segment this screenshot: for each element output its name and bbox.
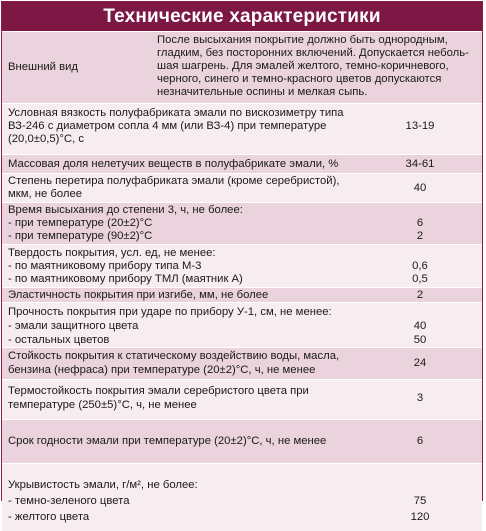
- appearance-line: После высыхания покрытие должно быть однородным,: [157, 34, 448, 46]
- spec-line: Стойкость покрытия к статическому воздействию воды, масла,: [8, 350, 340, 362]
- spec-line: Условная вязкость полуфабриката эмали по вискозиметру типа: [8, 107, 344, 119]
- spec-value: [358, 392, 482, 405]
- spec-label: [8, 350, 358, 378]
- spec-value-line: 13-19: [405, 120, 435, 132]
- spec-line: Время высыхания до степени 3, ч, не более:: [8, 204, 243, 216]
- spec-label: [8, 107, 358, 146]
- spec-value-line: 0,5: [412, 273, 428, 285]
- spec-line: Термостойкость покрытия эмали серебристого цвета при: [8, 385, 309, 397]
- spec-label: [8, 385, 358, 413]
- spec-line: бензина (нефраса) при температуре (20±2)°С, ч, не менее: [8, 364, 316, 376]
- spec-row-nonvolatile: [2, 154, 482, 173]
- spec-line: - по маятниковому прибору типа М-3: [8, 260, 202, 272]
- spec-row-shelf-life: [2, 419, 482, 463]
- appearance-line: незначительные оспины и мелкая сыпь.: [157, 86, 368, 98]
- spec-value-line: [358, 479, 482, 495]
- spec-value-line: 40: [413, 182, 427, 194]
- spec-line: (20,0±0,5)°С, с: [8, 133, 85, 145]
- appearance-line: гладким, без посторонних включений. Допускается неболь-: [157, 47, 469, 59]
- spec-line: - желтого цвета: [8, 511, 90, 523]
- spec-label: [8, 306, 358, 348]
- spec-value: [358, 107, 482, 146]
- spec-value: [358, 289, 482, 302]
- spec-line: - эмали защитного цвета: [8, 320, 139, 332]
- appearance-label: Внешний вид: [8, 61, 79, 73]
- spec-row-heat: [2, 379, 482, 419]
- spec-value-line: 0,6: [412, 260, 428, 272]
- spec-value-line: 6: [416, 435, 424, 447]
- page-title: Технические характеристики: [103, 5, 381, 27]
- appearance-description: [157, 34, 479, 99]
- spec-row-resistance: [2, 347, 482, 379]
- spec-value-line: 3: [416, 392, 424, 404]
- spec-line: Степень перетира полуфабриката эмали (кроме серебристой),: [8, 175, 340, 187]
- spec-label: [8, 158, 358, 171]
- spec-value-line: 50: [413, 334, 427, 346]
- spec-line: Прочность покрытия при ударе по прибору У-1, см, не менее:: [8, 306, 332, 318]
- spec-value-line: [358, 107, 482, 120]
- spec-value-line: 2: [416, 230, 424, 242]
- spec-label: [8, 247, 358, 286]
- spec-value: [358, 158, 482, 171]
- spec-line: - темно-зеленого цвета: [8, 495, 130, 507]
- spec-line: - по маятниковому прибору ТМЛ (маятник А): [8, 273, 243, 285]
- spec-value-line: 24: [413, 357, 427, 369]
- spec-line: - при температуре (20±2)°С: [8, 217, 153, 229]
- appearance-line: шая шагрень. Для эмалей желтого, темно-коричневого,: [157, 60, 449, 72]
- spec-row-hiding-power: [2, 463, 482, 531]
- spec-value: [358, 357, 482, 370]
- spec-line: - остальных цветов: [8, 334, 110, 346]
- spec-value: [358, 435, 482, 448]
- appearance-line: черного, синего и темно-красного цветов допускаются: [157, 73, 442, 85]
- spec-value: [358, 182, 482, 195]
- spec-label: [8, 175, 358, 201]
- spec-row-viscosity: [2, 103, 482, 154]
- spec-value: [358, 204, 482, 243]
- spec-line: мкм, не более: [8, 188, 83, 200]
- title-bar: [2, 2, 482, 31]
- spec-value-line: [358, 204, 482, 217]
- spec-label: [8, 435, 358, 448]
- spec-row-appearance: [2, 31, 482, 103]
- spec-value-line: 40: [413, 320, 427, 332]
- spec-label: [8, 479, 358, 527]
- spec-line: - при температуре (90±2)°С: [8, 230, 153, 242]
- spec-value: [358, 479, 482, 527]
- spec-row-impact: [2, 302, 482, 347]
- spec-label: [8, 289, 358, 302]
- spec-label: [8, 204, 358, 243]
- spec-line: Твердость покрытия, усл. ед, не менее:: [8, 247, 216, 259]
- spec-line: Срок годности эмали при температуре (20±2)°С, ч, не менее: [8, 435, 327, 447]
- spec-row-grind: [2, 173, 482, 202]
- spec-value: [358, 306, 482, 348]
- spec-value-line: 34-61: [405, 158, 435, 170]
- spec-line: температуре (250±5)°С, ч, не менее: [8, 399, 197, 411]
- spec-line: Укрывистость эмали, г/м², не более:: [8, 479, 198, 491]
- spec-value-line: 6: [416, 217, 424, 229]
- spec-value-line: 75: [413, 495, 427, 507]
- spec-value-line: 120: [410, 511, 430, 523]
- spec-row-hardness: [2, 244, 482, 287]
- spec-value-line: [358, 133, 482, 146]
- spec-value: [358, 247, 482, 286]
- spec-value-line: 2: [416, 289, 424, 301]
- spec-row-drying: [2, 202, 482, 244]
- spec-sheet: [1, 1, 483, 523]
- spec-line: ВЗ-246 с диаметром сопла 4 мм (или ВЗ-4) при температуре: [8, 120, 327, 132]
- spec-line: Эластичность покрытия при изгибе, мм, не более: [8, 289, 269, 301]
- spec-label: [8, 61, 78, 74]
- spec-value-line: [358, 247, 482, 260]
- spec-row-elasticity: [2, 287, 482, 302]
- spec-value-line: [358, 306, 482, 320]
- spec-line: Массовая доля нелетучих веществ в полуфабрикате эмали, %: [8, 158, 339, 170]
